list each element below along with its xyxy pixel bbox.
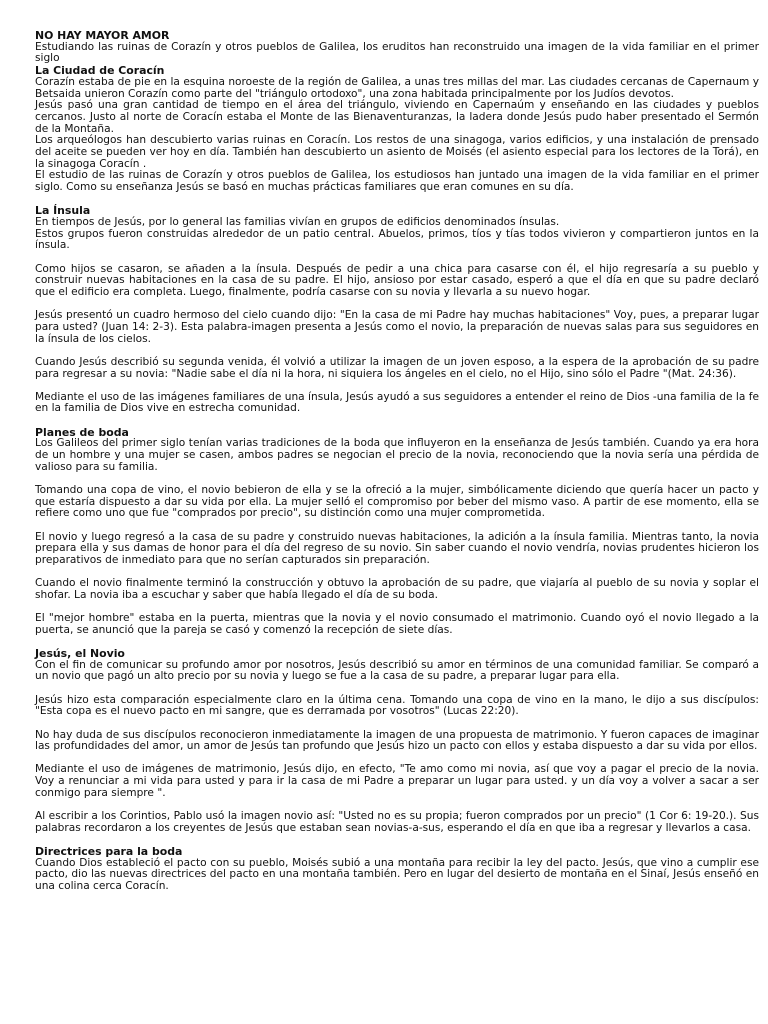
paragraph: Mediante el uso de imágenes de matrimonio, Jesús dijo, en efecto, "Te amo como mi novia, así que voy a pagar el precio de la novia. Voy a renunciar a mi vida para usted y para ir la casa de mi Padre a preparar un lugar para usted. y un día voy a volver a sacar a ser conmigo para siempre ". xyxy=(35,763,759,799)
paragraph: El novio y luego regresó a la casa de su padre y construido nuevas habitaciones, la adición a la ínsula familia. Mientras tanto, la novia prepara ella y sus damas de honor para el día del regreso de su novio. Sin saber cuando el novio vendría, novias prudentes hicieron los preparativos de inmediato para que no serían capturados sin preparación. xyxy=(35,530,759,567)
section-heading: Planes de boda xyxy=(35,425,129,439)
document-body xyxy=(35,30,759,893)
paragraph: Cuando Jesús describió su segunda venida, él volvió a utilizar la imagen de un joven esposo, a la espera de la aprobación de su padre para regresar a su novia: "Nadie sabe el día ni la hora, ni siquiera los ángeles en el cielo, no el Hijo, sino sólo el Padre "(Mat. 24:36). xyxy=(35,355,759,380)
section-heading: La Ciudad de Coracín xyxy=(35,64,165,78)
paragraph: Como hijos se casaron, se añaden a la ínsula. Después de pedir a una chica para casarse con él, el hijo regresaría a su pueblo y construir nuevas habitaciones en la casa de su padre. El hijo, ansioso por estar casado, esperó a que el día en que su padre declaró que el edificio era completa. Luego, finalmente, podría casarse con su novia y llevarla a su nuevo hogar. xyxy=(35,262,759,299)
paragraph: Al escribir a los Corintios, Pablo usó la imagen novio así: "Usted no es su propia; fueron comprados por un precio" (1 Cor 6: 19-20.). Sus palabras recordaron a los creyentes de Jesús que estaban sean novias-a-sus, esperando el día en que iba a regresar y llevarlos a casa. xyxy=(35,810,759,834)
paragraph: Cuando el novio finalmente terminó la construcción y obtuvo la aprobación de su padre, que viajaría al pueblo de su novia y soplar el shofar. La novia iba a escuchar y saber que había llegado el día de su boda. xyxy=(35,577,759,601)
paragraph: Jesús presentó un cuadro hermoso del cielo cuando dijo: "En la casa de mi Padre hay muchas habitaciones" Voy, pues, a preparar lugar para usted? (Juan 14: 2-3). Esta palabra-imagen presenta a Jesús como el novio, la preparación de nuevas salas para sus seguidores en la ínsula de los cielos. xyxy=(35,309,759,345)
paragraph: En tiempos de Jesús, por lo general las familias vivían en grupos de edificios denominados ínsulas. xyxy=(35,216,560,229)
paragraph-spacer xyxy=(35,718,759,730)
intro-paragraph: Estudiando las ruinas de Corazín y otros pueblos de Galilea, los eruditos han reconstruido una imagen de la vida familiar en el primer siglo xyxy=(35,40,759,65)
document-title: NO HAY MAYOR AMOR xyxy=(35,29,170,42)
paragraph: El estudio de las ruinas de Corazín y otros pueblos de Galilea, los estudiosos han juntado una imagen de la vida familiar en el primer siglo. Como su enseñanza Jesús se basó en muchas prácticas familiares que eran comunes en su día. xyxy=(35,169,759,194)
paragraph: Los Galileos del primer siglo tenían varias tradiciones de la boda que influyeron en la enseñanza de Jesús también. Cuando ya era hora de un hombre y una mujer se casen, ambos padres se negocian el precio de la novia, reconociendo que la novia sería una pérdida de valioso para su familia. xyxy=(35,437,759,473)
section-spacer xyxy=(35,415,759,427)
paragraph: Corazín estaba de pie en la esquina noroeste de la región de Galilea, a unas tres millas del mar. Las ciudades cercanas de Capernaum y Betsaida unieron Corazín como parte del "triángulo ortodoxo", una zona habitada principalmente por los Judíos devotos. xyxy=(35,75,759,100)
paragraph: Estos grupos fueron construidas alrededor de un patio central. Abuelos, primos, tíos y tías todos vivieron y compartieron juntos en la ínsula. xyxy=(35,227,759,252)
paragraph-spacer xyxy=(35,520,759,532)
section xyxy=(35,205,759,415)
section xyxy=(35,846,759,893)
paragraph: Con el fin de comunicar su profundo amor por nosotros, Jesús describió su amor en términos de una comunidad familiar. Se comparó a un novio que pagó un alto precio por su novia y luego se fue a la casa de su padre, a preparar lugar para ella. xyxy=(35,658,759,683)
document-sections xyxy=(35,65,759,893)
paragraph: Mediante el uso de las imágenes familiares de una ínsula, Jesús ayudó a sus seguidores a entender el reino de Dios -una familia de la fe en la familia de Dios vive en estrecha comunidad. xyxy=(35,390,759,415)
section-spacer xyxy=(35,194,759,206)
paragraph: El "mejor hombre" estaba en la puerta, mientras que la novia y el novio consumado el matrimonio. Cuando oyó el novio llegado a la puerta, se anunció que la pareja se casó y comenzó la recepción de siete días. xyxy=(35,612,759,636)
paragraph: Los arqueólogos han descubierto varias ruinas en Coracín. Los restos de una sinagoga, varios edificios, y una instalación de prensado del aceite se pueden ver hoy en día. También han descubierto un asiento de Moisés (el asiento especial para los lectores de la Torá), en la sinagoga Coracín . xyxy=(35,134,759,170)
paragraph: No hay duda de sus discípulos reconocieron inmediatamente la imagen de una propuesta de matrimonio. Y fueron capaces de imaginar las profundidades del amor, un amor de Jesús tan profundo que Jesús hizo un pacto con ellos y estaba dispuesto a dar su vida por ellos. xyxy=(35,728,759,753)
section-spacer xyxy=(35,637,759,649)
paragraph: Jesús hizo esta comparación especialmente claro en la última cena. Tomando una copa de vino en la mano, le dijo a sus discípulos: "Esta copa es el nuevo pacto en mi sangre, que es derramada por vosotros" (Lucas 22:20). xyxy=(35,693,759,718)
paragraph: Tomando una copa de vino, el novio bebieron de ella y se la ofreció a la mujer, simbólicamente diciendo que quería hacer un pacto y que estaría dispuesto a dar su vida por ella. La mujer selló el compromiso por beber del mismo vaso. A partir de ese momento, ella se refiere como uno que fue "comprados por precio", su distinción como una mujer comprometida. xyxy=(35,484,759,520)
section-heading: La Ínsula xyxy=(35,204,91,218)
section-heading: Directrices para la boda xyxy=(35,844,183,858)
section xyxy=(35,427,759,637)
section xyxy=(35,65,759,194)
paragraph: Jesús pasó una gran cantidad de tiempo en el área del triángulo, viviendo en Capernaúm y enseñando en las ciudades y pueblos cercanos. Justo al norte de Coracín estaba el Monte de las Bienaventuranzas, la ladera donde Jesús pudo haber presentado el Sermón de la Montaña. xyxy=(35,99,759,135)
paragraph-spacer xyxy=(35,683,759,695)
section-heading: Jesús, el Novio xyxy=(35,647,125,661)
paragraph-spacer xyxy=(35,252,759,264)
paragraph: Cuando Dios estableció el pacto con su pueblo, Moisés subió a una montaña para recibir la ley del pacto. Jesús, que vino a cumplir ese pacto, dio las nuevas directrices del pacto en una montaña también. Pero en lugar del desierto de montaña en el Sinaí, Jesús enseñó en una colina cerca Coracín. xyxy=(35,856,759,893)
section xyxy=(35,648,759,834)
